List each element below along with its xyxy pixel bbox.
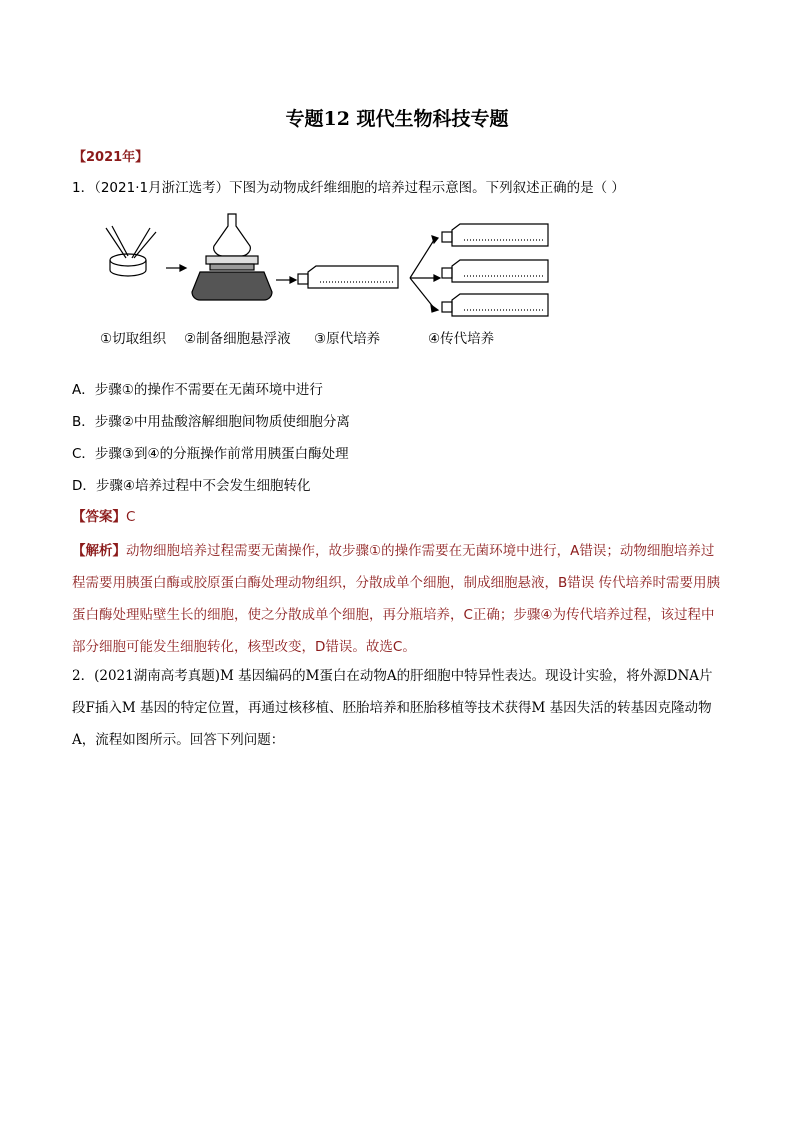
caption-step-3: ③原代培养 <box>314 331 381 347</box>
analysis-paragraph <box>72 535 722 663</box>
option-c: C．步骤③到④的分瓶操作前常用胰蛋白酶处理 <box>72 446 349 462</box>
caption-step-1: ①切取组织 <box>100 331 167 347</box>
culture-bottle-icon <box>298 266 398 288</box>
cell-culture-figure <box>98 210 558 355</box>
year-tag: 【2021年】 <box>73 150 149 165</box>
analysis-label: 【解析】 <box>72 543 126 559</box>
page-title: 专题12 现代生物科技专题 <box>285 108 509 130</box>
answer-value: C <box>126 509 136 525</box>
question-2-stem: 2．(2021湖南高考真题)M 基因编码的M蛋白在动物A的肝细胞中特异性表达。现设计实验，将外源DNA片段F插入M 基因的特定位置，再通过核移植、胚胎培养和胚胎移植等技术获得M 基因失活的转基因克隆动物A，流程如图所示。回答下列问题： <box>72 668 713 748</box>
flask-stirrer-icon <box>192 214 272 300</box>
petri-dish-icon <box>106 226 156 276</box>
option-a: A．步骤①的操作不需要在无菌环境中进行 <box>72 382 323 398</box>
analysis-text: 动物细胞培养过程需要无菌操作，故步骤①的操作需要在无菌环境中进行，A错误；动物细胞培养过程需要用胰蛋白酶或胶原蛋白酶处理动物组织，分散成单个细胞，制成细胞悬液，B错误 传代培养时需要用胰蛋白酶处理贴壁生长的细胞，使之分散成单个细胞，再分瓶培养，C正确；步骤④为传代培养过程，该过程中部分细胞可能发生细胞转化，核型改变，D错误。故选C。 <box>72 543 721 655</box>
answer-label: 【答案】 <box>72 509 126 525</box>
option-d: D．步骤④培养过程中不会发生细胞转化 <box>72 478 311 494</box>
answer-line <box>72 505 135 525</box>
caption-step-2: ②制备细胞悬浮液 <box>184 331 291 347</box>
option-b: B．步骤②中用盐酸溶解细胞间物质使细胞分离 <box>72 414 350 430</box>
subculture-bottles-icon <box>442 224 548 316</box>
question-1-stem: 1．（2021·1月浙江选考）下图为动物成纤维细胞的培养过程示意图。下列叙述正确的是（ ） <box>72 180 625 196</box>
caption-step-4: ④传代培养 <box>428 331 495 347</box>
cell-culture-diagram <box>98 210 558 320</box>
